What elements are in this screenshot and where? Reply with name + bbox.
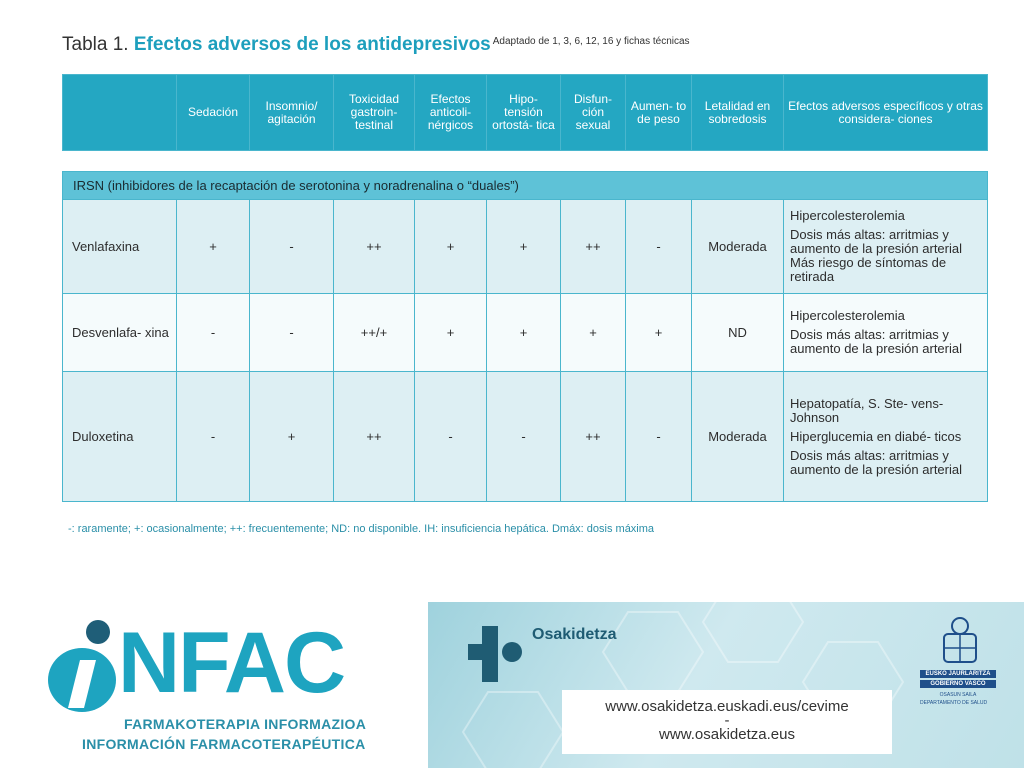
url-box (562, 690, 892, 754)
gv-dept-spanish: DEPARTAMENTO DE SALUD (920, 700, 988, 706)
osakidetza-label: Osakidetza (532, 626, 617, 643)
header-cell: Efectos adversos específicos y otras considera- ciones (784, 75, 988, 151)
table-cell: + (177, 200, 250, 294)
infac-logo (40, 608, 390, 758)
infac-subtitle-spanish: INFORMACIÓN FARMACOTERAPÉUTICA (82, 736, 366, 752)
note-line: Dosis más altas: arritmias y aumento de la presión arterial (790, 447, 962, 477)
table-row (63, 200, 988, 294)
title-prefix: Tabla 1. (62, 34, 134, 55)
table-legend: -: raramente; +: ocasionalmente; ++: frecuentemente; ND: no disponible. IH: insuficiencia hepática. Dmáx: dosis máxima (68, 523, 655, 535)
header-cell: Sedación (177, 75, 250, 151)
spacer-cell (63, 151, 988, 172)
gobierno-vasco-logo (916, 612, 1016, 712)
gv-spanish-name: GOBIERNO VASCO (920, 680, 996, 688)
adverse-effects-table (62, 74, 988, 502)
table-cell: - (250, 294, 334, 372)
table-cell: ++ (334, 372, 415, 502)
note-line: Dosis más altas: arritmias y aumento de la presión arterial (790, 327, 962, 356)
table-cell: + (415, 294, 487, 372)
table-cell: - (626, 200, 692, 294)
table-cell: + (250, 372, 334, 502)
table-cell: + (415, 200, 487, 294)
lethality-cell: Moderada (692, 372, 784, 502)
table-cell: + (626, 294, 692, 372)
note-line: Hipercolesterolemia (790, 208, 905, 223)
table-cell: - (415, 372, 487, 502)
notes-cell (784, 200, 988, 294)
cevime-url[interactable]: www.osakidetza.euskadi.eus/cevime (605, 698, 849, 715)
header-cell (63, 75, 177, 151)
drug-name: Duloxetina (63, 372, 177, 502)
table-cell: - (177, 294, 250, 372)
note-line: Dosis más altas: arritmias y aumento de la presión arterial Más riesgo de síntomas de retirada (790, 227, 962, 284)
table-cell: - (487, 372, 561, 502)
lethality-cell: Moderada (692, 200, 784, 294)
header-cell: Hipo- tensión ortostá- tica (487, 75, 561, 151)
header-cell: Efectos anticoli- nérgicos (415, 75, 487, 151)
header-cell: Disfun- ción sexual (561, 75, 626, 151)
table-row (63, 372, 988, 502)
notes-cell (784, 294, 988, 372)
osakidetza-url[interactable]: www.osakidetza.eus (659, 726, 795, 743)
lethality-cell: ND (692, 294, 784, 372)
table-cell: ++ (561, 372, 626, 502)
section-row (63, 172, 988, 200)
table-cell: - (626, 372, 692, 502)
table-cell: - (250, 200, 334, 294)
table-cell: + (487, 294, 561, 372)
table-cell: + (561, 294, 626, 372)
notes-cell (784, 372, 988, 502)
header-cell: Toxicidad gastroin- testinal (334, 75, 415, 151)
url-separator: - (724, 712, 730, 729)
title-main: Efectos adversos de los antidepresivos (133, 34, 491, 55)
title-source-note: Adaptado de 1, 3, 6, 12, 16 y fichas técnicas (492, 36, 690, 47)
table-cell: ++ (561, 200, 626, 294)
infac-i-icon (44, 614, 124, 714)
drug-name: Desvenlafa- xina (63, 294, 177, 372)
osakidetza-banner (428, 602, 1024, 768)
table-cell: ++ (334, 200, 415, 294)
infac-subtitle-basque: FARMAKOTERAPIA INFORMAZIOA (124, 716, 367, 732)
coat-of-arms-icon (930, 616, 990, 666)
gv-basque-name: EUSKO JAURLARITZA (920, 670, 996, 678)
gv-dept-basque: OSASUN SAILA (939, 692, 977, 698)
table-cell: + (487, 200, 561, 294)
header-cell: Aumen- to de peso (626, 75, 692, 151)
header-cell: Letalidad en sobredosis (692, 75, 784, 151)
section-label: IRSN (inhibidores de la recaptación de serotonina y noradrenalina o “duales”) (63, 172, 988, 200)
osakidetza-cross-icon (468, 626, 532, 686)
table-row (63, 294, 988, 372)
table-title (62, 34, 690, 56)
note-line: Hiperglucemia en diabé- ticos (790, 428, 962, 444)
table-cell: - (177, 372, 250, 502)
header-cell: Insomnio/ agitación (250, 75, 334, 151)
header-row (63, 75, 988, 151)
note-line: Hipercolesterolemia (790, 308, 905, 323)
spacer-row (63, 151, 988, 172)
note-line: Hepatopatía, S. Ste- vens-Johnson (790, 395, 944, 425)
infac-wordmark: NFAC (118, 615, 345, 711)
drug-name: Venlafaxina (63, 200, 177, 294)
table-cell: ++/+ (334, 294, 415, 372)
